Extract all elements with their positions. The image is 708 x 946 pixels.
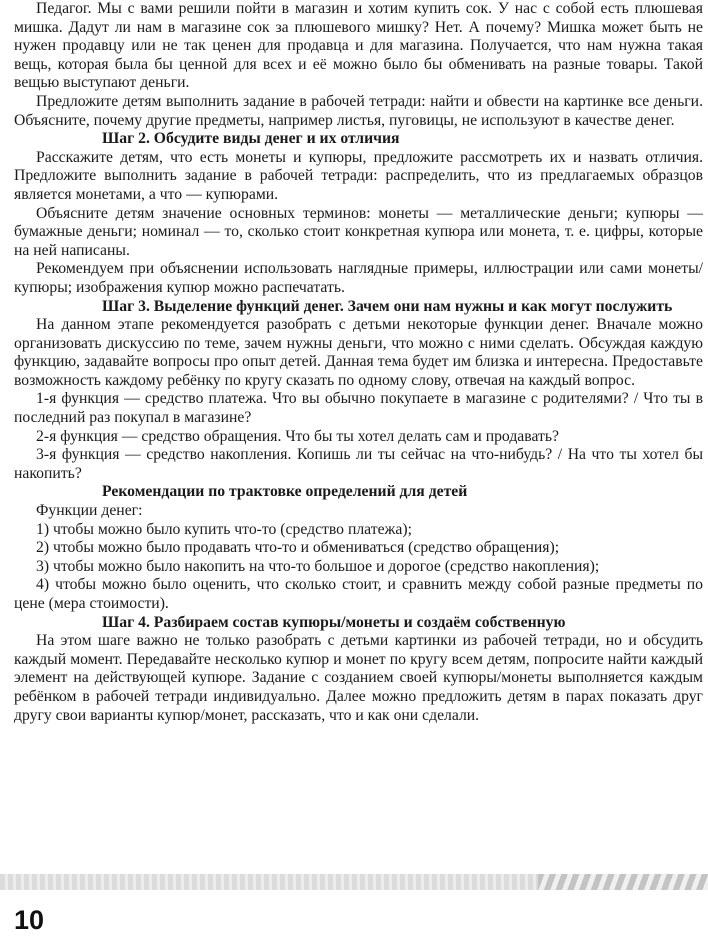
page-body — [14, 0, 703, 725]
step2-paragraph-3: Рекомендуем при объяснении использовать наглядные примеры, иллюстрации или сами монеты/купюры; изображения купюр можно распечатать. — [14, 260, 703, 296]
step3-function-1: 1-я функция — средство платежа. Что вы обычно покупаете в магазине с родителями? / Что ты в последний раз покупал в магазине? — [14, 390, 703, 427]
step2-paragraph-2: Объясните детям значение основных терминов: монеты — металлические деньги; купюры — бумажные деньги; номинал — то, сколько стоит конкретная купюра или монета, т. е. цифры, которые на ней написаны. — [14, 204, 703, 259]
recommendations-heading: Рекомендации по трактовке определений для детей — [102, 483, 468, 501]
recommendation-item-3: 3) чтобы можно было накопить на что-то большое и дорогое (средство накопления); — [36, 557, 600, 575]
step2-heading: Шаг 2. Обсудите виды денег и их отличия — [102, 130, 400, 148]
recommendations-intro: Функции денег: — [36, 502, 143, 520]
intro-paragraph-2: Предложите детям выполнить задание в рабочей тетради: найти и обвести на картинке все деньги. Объясните, почему другие предметы, например листья, пуговицы, не используют в качестве денег. — [14, 92, 703, 129]
page-number: 10 — [14, 905, 45, 935]
footer-decorative-band — [0, 874, 708, 890]
step4-heading: Шаг 4. Разбираем состав купюры/монеты и создаём собственную — [102, 613, 566, 631]
step3-paragraph-1: На данном этапе рекомендуется разобрать с детьми некоторые функции денег. Вначале можно организовать дискуссию по теме, зачем нужны деньги, что можно с ними сделать. Обсуждая каждую функцию, задавайте вопросы про опыт детей. Данная тема будет им близка и интересна. Предоставьте возможность каждому ребёнку по кругу сказать по одному слову, отвечая на каждый вопрос. — [14, 316, 703, 389]
step4-paragraph: На этом шаге важно не только разобрать с детьми картинки из рабочей тетради, но и обсудить каждый момент. Передавайте несколько купюр и монет по кругу всем детям, попросите найти каждый элемент на действующей купюре. Задание с созданием своей купюры/монеты выполняется каждым ребёнком в рабочей тетради индивидуально. Далее можно предложить детям в парах показать друг другу свои варианты купюр/монет, рассказать, что и как они сделали. — [14, 632, 703, 724]
footer-band-hatch — [538, 874, 708, 890]
recommendation-item-4: 4) чтобы можно было оценить, что сколько стоит, и сравнить между собой разные предметы по цене (мера стоимости). — [14, 576, 703, 612]
intro-paragraph-1: Педагог. Мы с вами решили пойти в магазин и хотим купить сок. У нас с собой есть плюшевая мишка. Дадут ли нам в магазине сок за плюшевого мишку? Нет. А почему? Мишка может быть не нужен продавцу или не так ценен для продавца и для магазина. Получается, что нам нужна такая вещь, которая была бы ценной для всех и её можно было бы обменивать на разные товары. Такой вещью выступают деньги. — [14, 0, 703, 92]
step3-function-3: 3-я функция — средство накопления. Копишь ли ты сейчас на что-нибудь? / На что ты хотел бы накопить? — [14, 446, 703, 482]
step3-heading: Шаг 3. Выделение функций денег. Зачем они нам нужны и как могут послужить — [102, 297, 673, 315]
step2-paragraph-1: Расскажите детям, что есть монеты и купюры, предложите рассмотреть их и назвать отличия. Предложите выполнить задание в рабочей тетради: распределить, что из предлагаемых образцов является монетами, а что — купюрами. — [14, 148, 703, 203]
step3-function-2: 2-я функция — средство обращения. Что бы ты хотел делать сам и продавать? — [36, 427, 560, 445]
recommendation-item-1: 1) чтобы можно было купить что-то (средство платежа); — [36, 520, 412, 538]
recommendation-item-2: 2) чтобы можно было продавать что-то и обмениваться (средство обращения); — [36, 539, 560, 557]
